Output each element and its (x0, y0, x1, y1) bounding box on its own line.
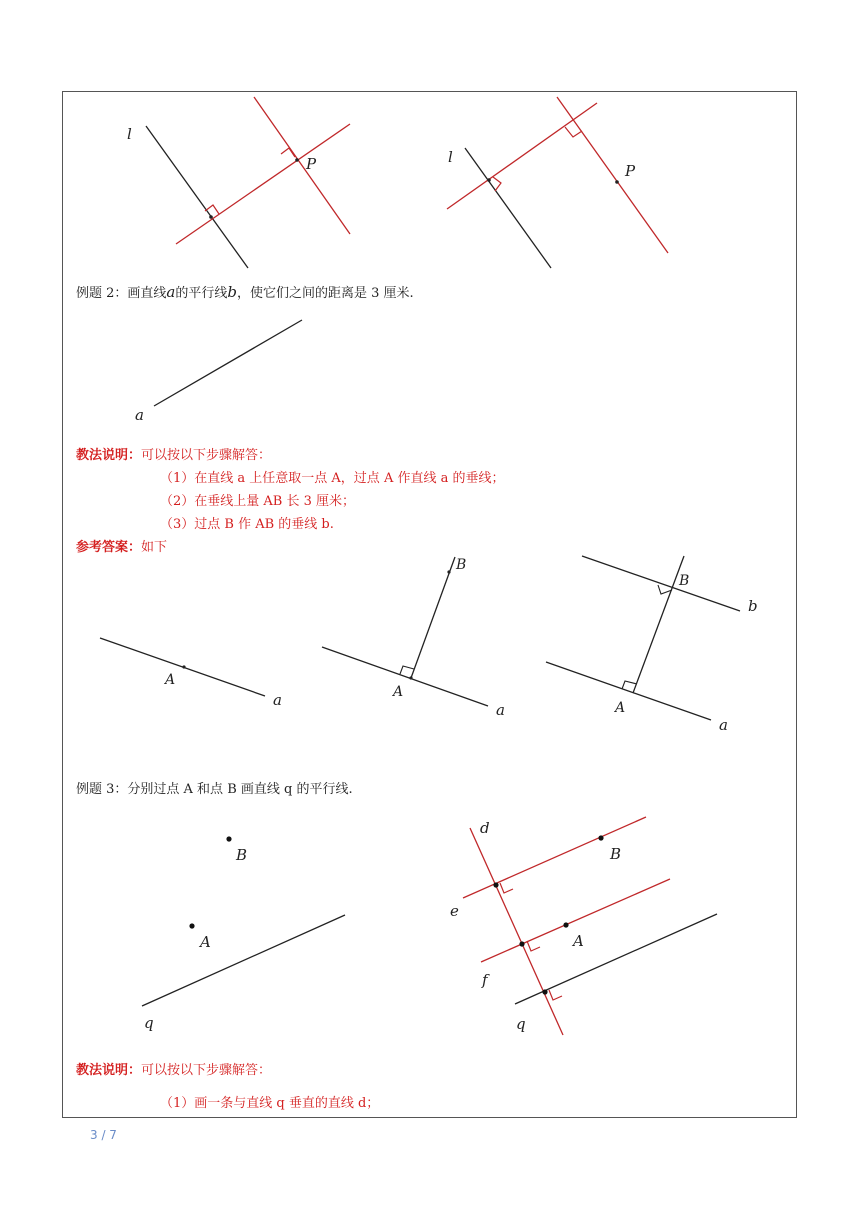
method1-heading (76, 444, 271, 463)
point-B (598, 835, 603, 840)
perp-AB (411, 557, 455, 678)
label-d: d (480, 819, 490, 837)
label-A: A (200, 933, 211, 951)
label-f: f (482, 971, 488, 989)
method1-text: 可以按以下步骤解答： (141, 448, 272, 463)
parallel-line (254, 97, 350, 234)
label-A: A (573, 932, 584, 950)
point-P (295, 158, 299, 162)
method1-step: （1）在直线 a 上任意取一点 A，过点 A 作直线 a 的垂线； (160, 471, 505, 486)
label-a: a (273, 691, 282, 709)
label-a: a (135, 406, 144, 424)
label-b: b (748, 597, 758, 615)
point-B (447, 570, 450, 573)
label-a: a (496, 701, 505, 719)
method2-heading (76, 1059, 271, 1078)
line-q (142, 915, 345, 1006)
example2-var-a: a (166, 283, 176, 301)
point (519, 941, 524, 946)
point-A (563, 922, 568, 927)
label-B: B (456, 557, 467, 573)
label-q: q (516, 1015, 526, 1033)
point-A (182, 665, 185, 668)
method1-label: 教法说明： (76, 448, 142, 463)
right-angle-mark (527, 941, 540, 951)
answer-heading (76, 536, 167, 555)
example2-text (76, 282, 414, 301)
point-A (409, 676, 412, 679)
example3-figure-right (463, 817, 717, 1035)
right-angle-mark (205, 205, 219, 214)
answer-text: 如下 (141, 540, 168, 555)
point (209, 215, 213, 219)
line-b (582, 556, 740, 611)
point (487, 178, 491, 182)
label-l: l (127, 125, 132, 143)
example3-text: 例题 3：分别过点 A 和点 B 画直线 q 的平行线. (76, 782, 353, 797)
label-B: B (679, 573, 690, 589)
figure-perp-left (146, 97, 350, 268)
figure-perp-right (447, 97, 668, 268)
line-a (322, 647, 488, 706)
label-l: l (448, 148, 453, 166)
example2-suffix: ，使它们之间的距离是 3 厘米. (236, 286, 414, 301)
perp-line (176, 124, 350, 244)
line-l (146, 126, 248, 268)
method1-step: （2）在垂线上量 AB 长 3 厘米； (160, 494, 356, 509)
method2-step: （1）画一条与直线 q 垂直的直线 d； (160, 1096, 380, 1111)
perp-through-P (557, 97, 668, 253)
label-q: q (144, 1014, 154, 1032)
point (493, 882, 498, 887)
example2-mid: 的平行线 (175, 286, 228, 301)
label-P: P (625, 162, 636, 180)
right-angle-mark (400, 666, 414, 674)
line-a (154, 320, 302, 406)
label-A: A (615, 700, 626, 716)
answer-label: 参考答案： (76, 540, 142, 555)
page-number: 3 / 7 (90, 1128, 117, 1142)
point-P (615, 180, 619, 184)
label-A: A (393, 684, 404, 700)
right-angle-mark (549, 990, 562, 1000)
example2-prefix: 例题 2：画直线 (76, 286, 167, 301)
example2-var-b: b (227, 283, 237, 301)
label-A: A (165, 672, 176, 688)
point (542, 989, 547, 994)
answer-figure-2 (322, 557, 488, 706)
answer-figure-1 (100, 638, 265, 696)
right-angle-mark (500, 883, 513, 893)
perp-line (447, 103, 597, 209)
line-a (546, 662, 711, 720)
method1-step: （3）过点 B 作 AB 的垂线 b. (160, 517, 334, 532)
method2-text: 可以按以下步骤解答： (141, 1063, 272, 1078)
point-B (226, 836, 231, 841)
label-P: P (306, 155, 317, 173)
label-B: B (610, 845, 622, 863)
answer-figure-3 (546, 556, 740, 720)
label-e: e (450, 902, 459, 920)
method2-label: 教法说明： (76, 1063, 142, 1078)
label-B: B (236, 846, 248, 864)
label-a: a (719, 716, 728, 734)
point-A (189, 923, 194, 928)
